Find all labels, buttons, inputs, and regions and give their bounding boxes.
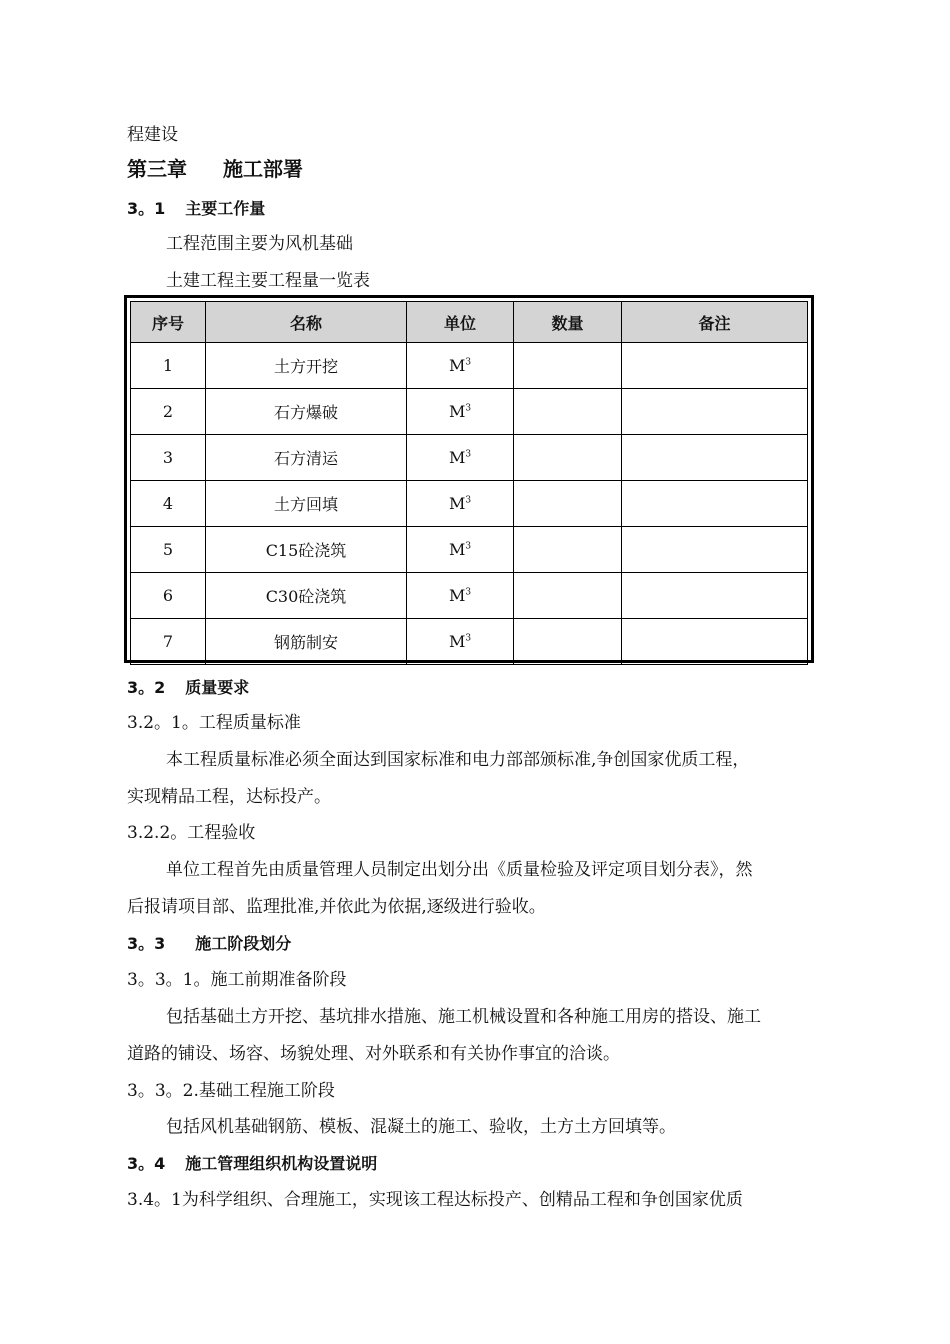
cell-quantity [514, 343, 622, 389]
paragraph-prep-1: 包括基础土方开挖、基坑排水措施、施工机械设置和各种施工用房的搭设、施工 [166, 1007, 761, 1027]
unit-base: M [448, 494, 466, 513]
quantity-table [124, 295, 814, 663]
paragraph-prep-2: 道路的铺设、场容、场貌处理、对外联系和有关协作事宜的洽谈。 [127, 1044, 620, 1064]
paragraph-acceptance-2: 后报请项目部、监理批准,并依此为依据,逐级进行验收。 [127, 897, 546, 917]
cell-unit [407, 527, 514, 573]
table-row [131, 389, 808, 435]
header-name: 名称 [206, 302, 407, 343]
section-number: 3。4 [127, 1154, 166, 1173]
cell-name: C30砼浇筑 [206, 573, 407, 619]
cell-unit [407, 619, 514, 665]
unit-exponent: 3 [465, 587, 472, 598]
cell-remark [622, 573, 808, 619]
unit-base: M [448, 586, 466, 605]
section-heading-3-4 [127, 1153, 377, 1175]
section-title: 质量要求 [185, 678, 250, 697]
section-number: 3。2 [127, 678, 166, 697]
subsection-3-3-1: 3。3。1。施工前期准备阶段 [127, 970, 347, 990]
cell-name: 土方回填 [206, 481, 407, 527]
unit-exponent: 3 [465, 449, 472, 460]
cell-quantity [514, 481, 622, 527]
cell-unit [407, 343, 514, 389]
header-quantity: 数量 [514, 302, 622, 343]
cell-name: 土方开挖 [206, 343, 407, 389]
cell-unit [407, 389, 514, 435]
cell-no: 4 [131, 481, 206, 527]
unit-exponent: 3 [465, 541, 472, 552]
cell-no: 7 [131, 619, 206, 665]
paragraph-scope: 工程范围主要为风机基础 [166, 234, 353, 254]
header-remark: 备注 [622, 302, 808, 343]
cell-remark [622, 619, 808, 665]
section-title: 主要工作量 [185, 199, 266, 218]
paragraph-quality-2: 实现精品工程，达标投产。 [127, 787, 331, 807]
section-title: 施工阶段划分 [195, 934, 292, 953]
paragraph-acceptance-1: 单位工程首先由质量管理人员制定出划分出《质量检验及评定项目划分表》，然 [166, 860, 753, 880]
subsection-3-2-1: 3.2。1。工程质量标准 [127, 713, 301, 733]
unit-exponent: 3 [465, 633, 472, 644]
table-row [131, 435, 808, 481]
subsection-3-3-2: 3。3。2.基础工程施工阶段 [127, 1081, 335, 1101]
cell-unit [407, 573, 514, 619]
unit-exponent: 3 [465, 357, 472, 368]
section-number: 3。1 [127, 199, 166, 218]
cell-name: 石方爆破 [206, 389, 407, 435]
section-heading-3-2 [127, 677, 249, 699]
unit-exponent: 3 [465, 403, 472, 414]
cell-name: C15砼浇筑 [206, 527, 407, 573]
cell-remark [622, 389, 808, 435]
paragraph-quality-1: 本工程质量标准必须全面达到国家标准和电力部部颁标准,争创国家优质工程， [166, 750, 750, 770]
cell-quantity [514, 619, 622, 665]
table-row [131, 343, 808, 389]
cell-no: 3 [131, 435, 206, 481]
cell-remark [622, 481, 808, 527]
table-row [131, 619, 808, 665]
section-title: 施工管理组织机构设置说明 [185, 1154, 378, 1173]
cell-unit [407, 481, 514, 527]
cell-remark [622, 343, 808, 389]
cell-quantity [514, 389, 622, 435]
chapter-title: 施工部署 [223, 157, 303, 181]
cell-remark [622, 527, 808, 573]
chapter-number: 第三章 [127, 157, 187, 181]
unit-exponent: 3 [465, 495, 472, 506]
unit-base: M [448, 402, 466, 421]
unit-base: M [448, 632, 466, 651]
unit-base: M [448, 540, 466, 559]
cell-name: 石方清运 [206, 435, 407, 481]
section-heading-3-1 [127, 198, 265, 220]
cell-quantity [514, 527, 622, 573]
cell-quantity [514, 573, 622, 619]
section-number: 3。3 [127, 934, 166, 953]
continuation-text: 程建设 [127, 125, 178, 145]
cell-remark [622, 435, 808, 481]
subsection-3-2-2: 3.2.2。工程验收 [127, 823, 256, 843]
cell-no: 6 [131, 573, 206, 619]
cell-no: 5 [131, 527, 206, 573]
table-row [131, 527, 808, 573]
paragraph-organization: 3.4。1为科学组织、合理施工，实现该工程达标投产、创精品工程和争创国家优质 [127, 1190, 743, 1210]
cell-no: 2 [131, 389, 206, 435]
section-heading-3-3 [127, 933, 291, 955]
cell-unit [407, 435, 514, 481]
chapter-heading [127, 158, 303, 180]
cell-name: 钢筋制安 [206, 619, 407, 665]
table-row [131, 481, 808, 527]
unit-base: M [448, 356, 466, 375]
table-caption: 土建工程主要工程量一览表 [166, 271, 370, 291]
header-no: 序号 [131, 302, 206, 343]
header-unit: 单位 [407, 302, 514, 343]
unit-base: M [448, 448, 466, 467]
table-row [131, 573, 808, 619]
table-header-row [131, 302, 808, 343]
cell-no: 1 [131, 343, 206, 389]
cell-quantity [514, 435, 622, 481]
paragraph-foundation: 包括风机基础钢筋、模板、混凝土的施工、验收，土方土方回填等。 [166, 1117, 676, 1137]
